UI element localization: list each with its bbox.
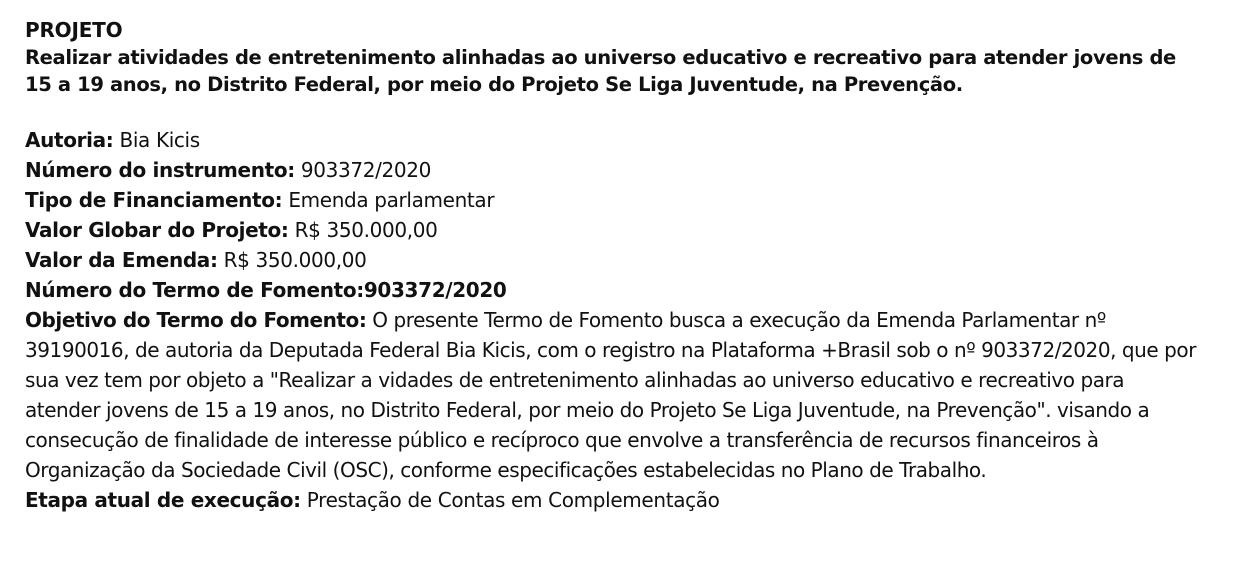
field-valor-emenda <box>25 245 1200 275</box>
field-value: 903372/2020 <box>363 278 507 302</box>
field-label: Valor Globar do Projeto: <box>25 218 289 242</box>
spacer <box>25 98 1200 125</box>
field-label: Valor da Emenda: <box>25 248 218 272</box>
project-title: Realizar atividades de entretenimento alinhadas ao universo educativo e recreativo para atender jovens de 15 a 19 anos, no Distrito Federal, por meio do Projeto Se Liga Juventude, na Prevenção. <box>25 46 1176 96</box>
field-label: Objetivo do Termo do Fomento: <box>25 308 367 332</box>
field-tipo-financiamento <box>25 185 1200 215</box>
field-value: Emenda parlamentar <box>288 188 495 212</box>
field-value: R$ 350.000,00 <box>223 248 367 272</box>
field-label: Autoria: <box>25 128 114 152</box>
field-autoria <box>25 125 1200 155</box>
field-label: Número do instrumento: <box>25 158 295 182</box>
field-label: Etapa atual de execução: <box>25 488 301 512</box>
field-numero-instrumento <box>25 155 1200 185</box>
field-etapa-atual <box>25 485 1200 515</box>
field-value: O presente Termo de Fomento busca a execução da Emenda Parlamentar nº 39190016, de autoria da Deputada Federal Bia Kicis, com o registro na Plataforma +Brasil sob o nº 903372/2020, que por sua vez tem por objeto a "Realizar a vidades de entretenimento alinhadas ao universo educativo e recreativo para atender jovens de 15 a 19 anos, no Distrito Federal, por meio do Projeto Se Liga Juventude, na Prevenção". visando a consecução de finalidade de interesse público e recíproco que envolve a transferência de recursos financeiros à Organização da Sociedade Civil (OSC), conforme especificações estabelecidas no Plano de Trabalho. <box>25 308 1196 482</box>
field-valor-global <box>25 215 1200 245</box>
section-label: PROJETO <box>25 18 123 42</box>
field-numero-termo <box>25 275 1200 305</box>
field-value: R$ 350.000,00 <box>294 218 438 242</box>
project-document <box>25 17 1200 515</box>
field-value: Prestação de Contas em Complementação <box>306 488 720 512</box>
field-value: Bia Kicis <box>119 128 200 152</box>
field-label: Tipo de Financiamento: <box>25 188 283 212</box>
field-label: Número do Termo de Fomento: <box>25 278 364 302</box>
field-objetivo <box>25 305 1200 485</box>
field-value: 903372/2020 <box>300 158 432 182</box>
